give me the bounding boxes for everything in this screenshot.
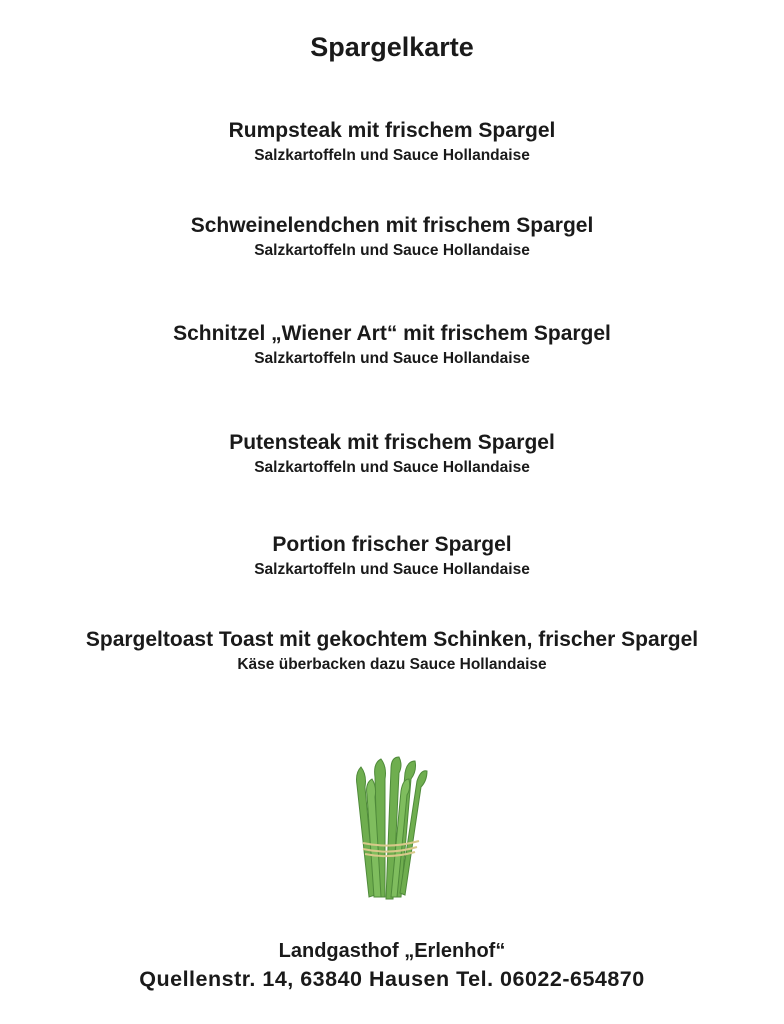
dish-name: Schweinelendchen mit frischem Spargel — [190, 214, 594, 237]
restaurant-name: Landgasthof „Erlenhof“ — [278, 940, 506, 962]
dish-sides: Salzkartoffeln und Sauce Hollandaise — [254, 561, 530, 578]
dish-sides: Salzkartoffeln und Sauce Hollandaise — [254, 147, 530, 164]
dish-sides: Käse überbacken dazu Sauce Hollandaise — [237, 656, 547, 673]
dish-name: Portion frischer Spargel — [272, 533, 512, 556]
restaurant-address: Quellenstr. 14, 63840 Hausen Tel. 06022-654870 — [139, 967, 645, 991]
dish-sides: Salzkartoffeln und Sauce Hollandaise — [254, 350, 530, 367]
dish-name: Putensteak mit frischem Spargel — [229, 431, 555, 454]
dish-name: Spargeltoast Toast mit gekochtem Schinken, frischer Spargel — [85, 628, 699, 651]
dish-sides: Salzkartoffeln und Sauce Hollandaise — [254, 459, 530, 476]
dish-sides: Salzkartoffeln und Sauce Hollandaise — [254, 242, 530, 259]
dish-name: Rumpsteak mit frischem Spargel — [228, 119, 556, 142]
asparagus-bundle-illustration — [345, 755, 435, 905]
dish-name: Schnitzel „Wiener Art“ mit frischem Spargel — [173, 322, 611, 345]
page-title: Spargelkarte — [310, 32, 474, 62]
